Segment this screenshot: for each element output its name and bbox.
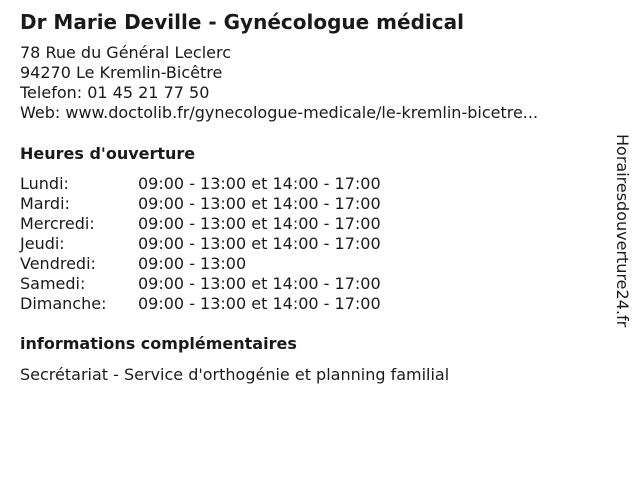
hours-row-thursday (20, 234, 381, 254)
city-address: 94270 Le Kremlin-Bicêtre (20, 63, 223, 82)
website-link[interactable]: Web: www.doctolib.fr/gynecologue-medicale/le-kremlin-bicetre... (20, 103, 539, 122)
hours-day: Samedi: (20, 274, 86, 293)
street-address: 78 Rue du Général Leclerc (20, 43, 232, 62)
hours-row-sunday (20, 294, 381, 314)
hours-row-saturday (20, 274, 381, 294)
hours-day: Mardi: (20, 194, 70, 213)
hours-day: Dimanche: (20, 294, 107, 313)
hours-time: 09:00 - 13:00 et 14:00 - 17:00 (138, 234, 381, 253)
page-title: Dr Marie Deville - Gynécologue médical (20, 10, 464, 34)
hours-row-tuesday (20, 194, 381, 214)
hours-row-wednesday (20, 214, 381, 234)
phone-number: Telefon: 01 45 21 77 50 (20, 83, 210, 102)
side-watermark (612, 134, 632, 372)
hours-time: 09:00 - 13:00 et 14:00 - 17:00 (138, 194, 381, 213)
hours-table (20, 174, 381, 314)
watermark-text: Horairesdouverture24.fr (613, 134, 632, 328)
hours-time: 09:00 - 13:00 et 14:00 - 17:00 (138, 294, 381, 313)
hours-time: 09:00 - 13:00 (138, 254, 247, 273)
address-block (20, 43, 538, 123)
info-heading: informations complémentaires (20, 334, 297, 353)
info-text: Secrétariat - Service d'orthogénie et planning familial (20, 365, 450, 384)
hours-row-friday (20, 254, 381, 274)
hours-heading: Heures d'ouverture (20, 144, 196, 163)
hours-day: Jeudi: (20, 234, 65, 253)
hours-time: 09:00 - 13:00 et 14:00 - 17:00 (138, 274, 381, 293)
hours-day: Mercredi: (20, 214, 95, 233)
hours-day: Lundi: (20, 174, 69, 193)
hours-time: 09:00 - 13:00 et 14:00 - 17:00 (138, 174, 381, 193)
hours-row-monday (20, 174, 381, 194)
hours-time: 09:00 - 13:00 et 14:00 - 17:00 (138, 214, 381, 233)
hours-day: Vendredi: (20, 254, 96, 273)
